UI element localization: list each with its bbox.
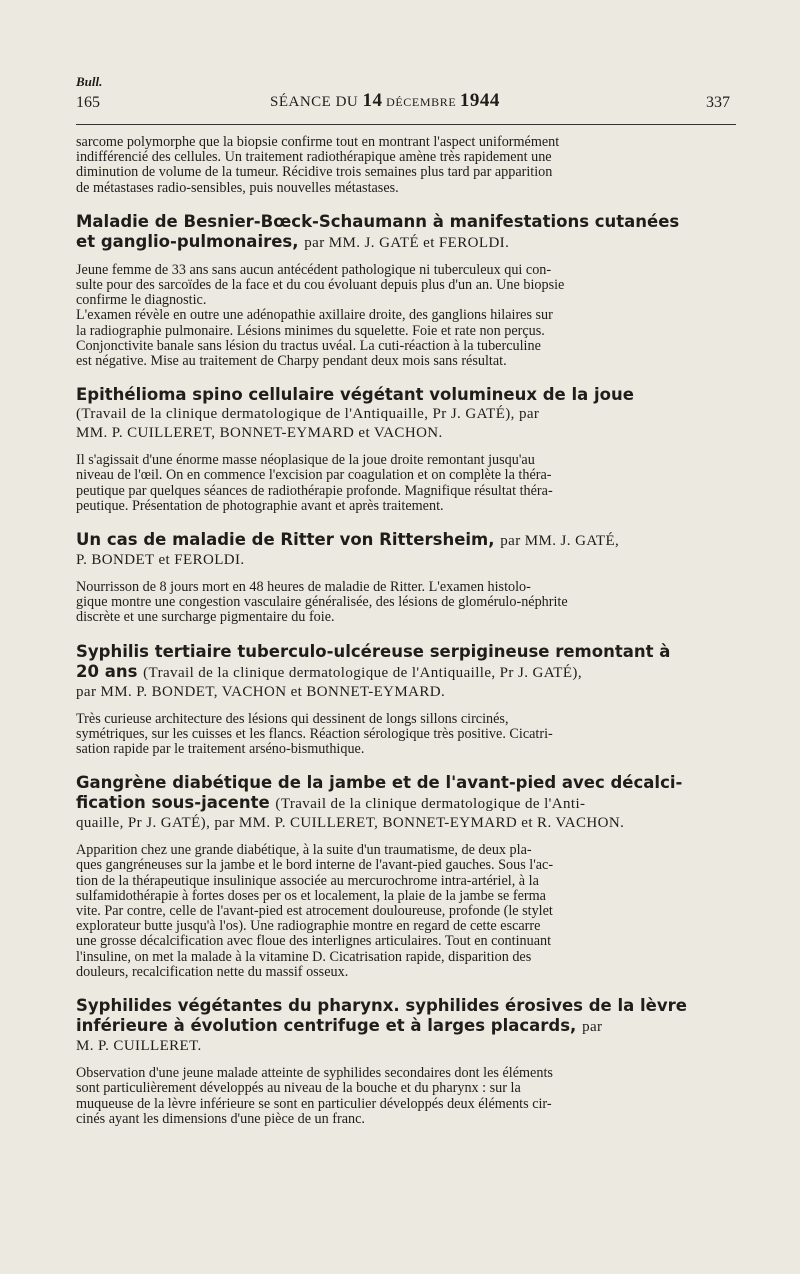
- section-title: 20 ans: [76, 661, 144, 681]
- text-line: de métastases radio-sensibles, puis nouvelles métastases.: [76, 179, 399, 196]
- section-ritter: [76, 530, 737, 626]
- text-line: est négative. Mise au traitement de Charpy pendant deux mois sans résultat.: [76, 353, 507, 370]
- running-head-month: DÉCEMBRE: [382, 95, 460, 109]
- section-title: inférieure à évolution centrifuge et à larges placards,: [76, 1016, 583, 1036]
- section-authors: (Travail de la clinique dermatologique de l'Anti-: [275, 796, 586, 813]
- section-title: Syphilides végétantes du pharynx. syphilides érosives de la lèvre: [76, 996, 687, 1016]
- text-line: l'insuline, on met la malade à la vitamine D. Cicatrisation rapide, disparition des: [76, 948, 532, 965]
- text-line: Apparition chez une grande diabétique, à la suite d'un traumatisme, de deux pla-: [76, 842, 532, 859]
- running-head-day: 14: [362, 90, 383, 111]
- section-authors: M. P. CUILLERET.: [76, 1038, 202, 1055]
- text-line: ques gangréneuses sur la jambe et le bord interne de l'avant-pied gauches. Sous l'ac-: [76, 857, 554, 874]
- text-line: vite. Par contre, celle de l'avant-pied est atrocement douloureuse, profonde (le stylet: [76, 903, 553, 920]
- running-head-text: SÉANCE DU: [270, 94, 363, 110]
- text-line: indifférencié des cellules. Un traitement radiothérapique amène très rapidement une: [76, 149, 552, 166]
- section-title: Maladie de Besnier-Bœck-Schaumann à manifestations cutanées: [76, 211, 680, 231]
- section-besnier-boeck: [76, 212, 737, 369]
- section-authors: P. BONDET et FEROLDI.: [76, 552, 245, 569]
- bulletin-abbreviation: Bull.: [76, 74, 103, 89]
- section-gangrene: [76, 773, 737, 980]
- text-line: niveau de l'œil. On en commence l'excision par coagulation et on complète la théra-: [76, 467, 552, 484]
- section-authors: (Travail de la clinique dermatologique de l'Antiquaille, Pr J. GATÉ),: [143, 664, 582, 681]
- section-title: Gangrène diabétique de la jambe et de l'avant-pied avec décalci-: [76, 773, 683, 793]
- section-syphilides: [76, 996, 737, 1127]
- text-line: Il s'agissait d'une énorme masse néoplasique de la joue droite remontant jusqu'au: [76, 452, 535, 469]
- section-title: et ganglio-pulmonaires,: [76, 231, 305, 251]
- text-line: peutique par quelques séances de radiothérapie profonde. Magnifique résultat théra-: [76, 482, 553, 499]
- text-line: peutique. Présentation de photographie avant et après traitement.: [76, 497, 444, 514]
- section-title: Un cas de maladie de Ritter von Rittersheim,: [76, 530, 501, 550]
- section-authors: MM. P. CUILLERET, BONNET-EYMARD et VACHON.: [76, 425, 443, 442]
- section-title: fication sous-jacente: [76, 793, 276, 813]
- section-authors: (Travail de la clinique dermatologique de l'Antiquaille, Pr J. GATÉ), par: [76, 406, 540, 423]
- text-line: tion de la thérapeutique insulinique associée au mercurochrome intra-artériel, à la: [76, 872, 539, 889]
- text-line: Observation d'une jeune malade atteinte de syphilides secondaires dont les éléments: [76, 1065, 553, 1082]
- text-line: douleurs, recalcification nette du massif osseux.: [76, 963, 349, 980]
- section-authors: par MM. P. BONDET, VACHON et BONNET-EYMARD.: [76, 683, 446, 700]
- text-line: symétriques, sur les cuisses et les flancs. Réaction sérologique très positive. Cicatri-: [76, 725, 553, 742]
- page-number: 337: [706, 94, 730, 111]
- text-line: la radiographie pulmonaire. Lésions minimes du squelette. Foie et rate non perçus.: [76, 322, 545, 339]
- intro-paragraph: [76, 135, 737, 196]
- text-line: gique montre une congestion vasculaire généralisée, des lésions de glomérulo-néphrite: [76, 594, 568, 611]
- text-line: sulte pour des sarcoïdes de la face et du cou évoluant depuis plus d'un an. Une biopsie: [76, 277, 565, 294]
- text-line: Nourrisson de 8 jours mort en 48 heures de maladie de Ritter. L'examen histolo-: [76, 579, 531, 596]
- running-head: [270, 90, 500, 112]
- text-line: sarcome polymorphe que la biopsie confirme tout en montrant l'aspect uniformément: [76, 134, 560, 150]
- text-line: diminution de volume de la tumeur. Récidive trois semaines plus tard par apparition: [76, 164, 553, 181]
- article-body: [76, 135, 737, 1127]
- text-line: Jeune femme de 33 ans sans aucun antécédent pathologique ni tuberculeux qui con-: [76, 261, 552, 278]
- section-title: Syphilis tertiaire tuberculo-ulcéreuse serpigineuse remontant à: [76, 641, 671, 661]
- text-line: cinés ayant les dimensions d'une pièce de un franc.: [76, 1110, 365, 1127]
- text-line: L'examen révèle en outre une adénopathie axillaire droite, des ganglions hilaires sur: [76, 307, 553, 324]
- text-line: Conjonctivite banale sans lésion du tractus uvéal. La cuti-réaction à la tuberculine: [76, 337, 541, 354]
- text-line: discrète et une surcharge pigmentaire du foie.: [76, 609, 335, 626]
- text-line: une grosse décalcification avec floue des interlignes articulaires. Tout en continuant: [76, 933, 552, 950]
- section-authors: quaille, Pr J. GATÉ), par MM. P. CUILLERET, BONNET-EYMARD et R. VACHON.: [76, 815, 625, 832]
- section-authors: par MM. J. GATÉ et FEROLDI.: [304, 234, 510, 251]
- section-syphilis-tertiaire: [76, 642, 737, 758]
- text-line: sulfamidothérapie à fortes doses per os et localement, la plaie de la jambe se ferma: [76, 887, 546, 904]
- section-epithelioma: [76, 385, 737, 514]
- text-line: explorateur butte jusqu'à l'os). Une radiographie montre en regard de cette escarre: [76, 918, 541, 935]
- section-title: Epithélioma spino cellulaire végétant volumineux de la joue: [76, 385, 634, 405]
- text-line: confirme le diagnostic.: [76, 292, 207, 309]
- section-authors: par: [582, 1019, 603, 1036]
- bulletin-page-number: 165: [76, 94, 100, 111]
- text-line: muqueuse de la lèvre inférieure se sont en particulier développés deux éléments cir-: [76, 1095, 552, 1112]
- text-line: Très curieuse architecture des lésions qui dessinent de longs sillons circinés,: [76, 710, 509, 727]
- running-head-year: 1944: [459, 90, 500, 111]
- text-line: sation rapide par le traitement arséno-bismuthique.: [76, 741, 365, 758]
- text-line: sont particulièrement développés au niveau de la bouche et du pharynx : sur la: [76, 1080, 521, 1097]
- header-rule: [76, 124, 736, 125]
- section-authors: par MM. J. GATÉ,: [500, 533, 620, 550]
